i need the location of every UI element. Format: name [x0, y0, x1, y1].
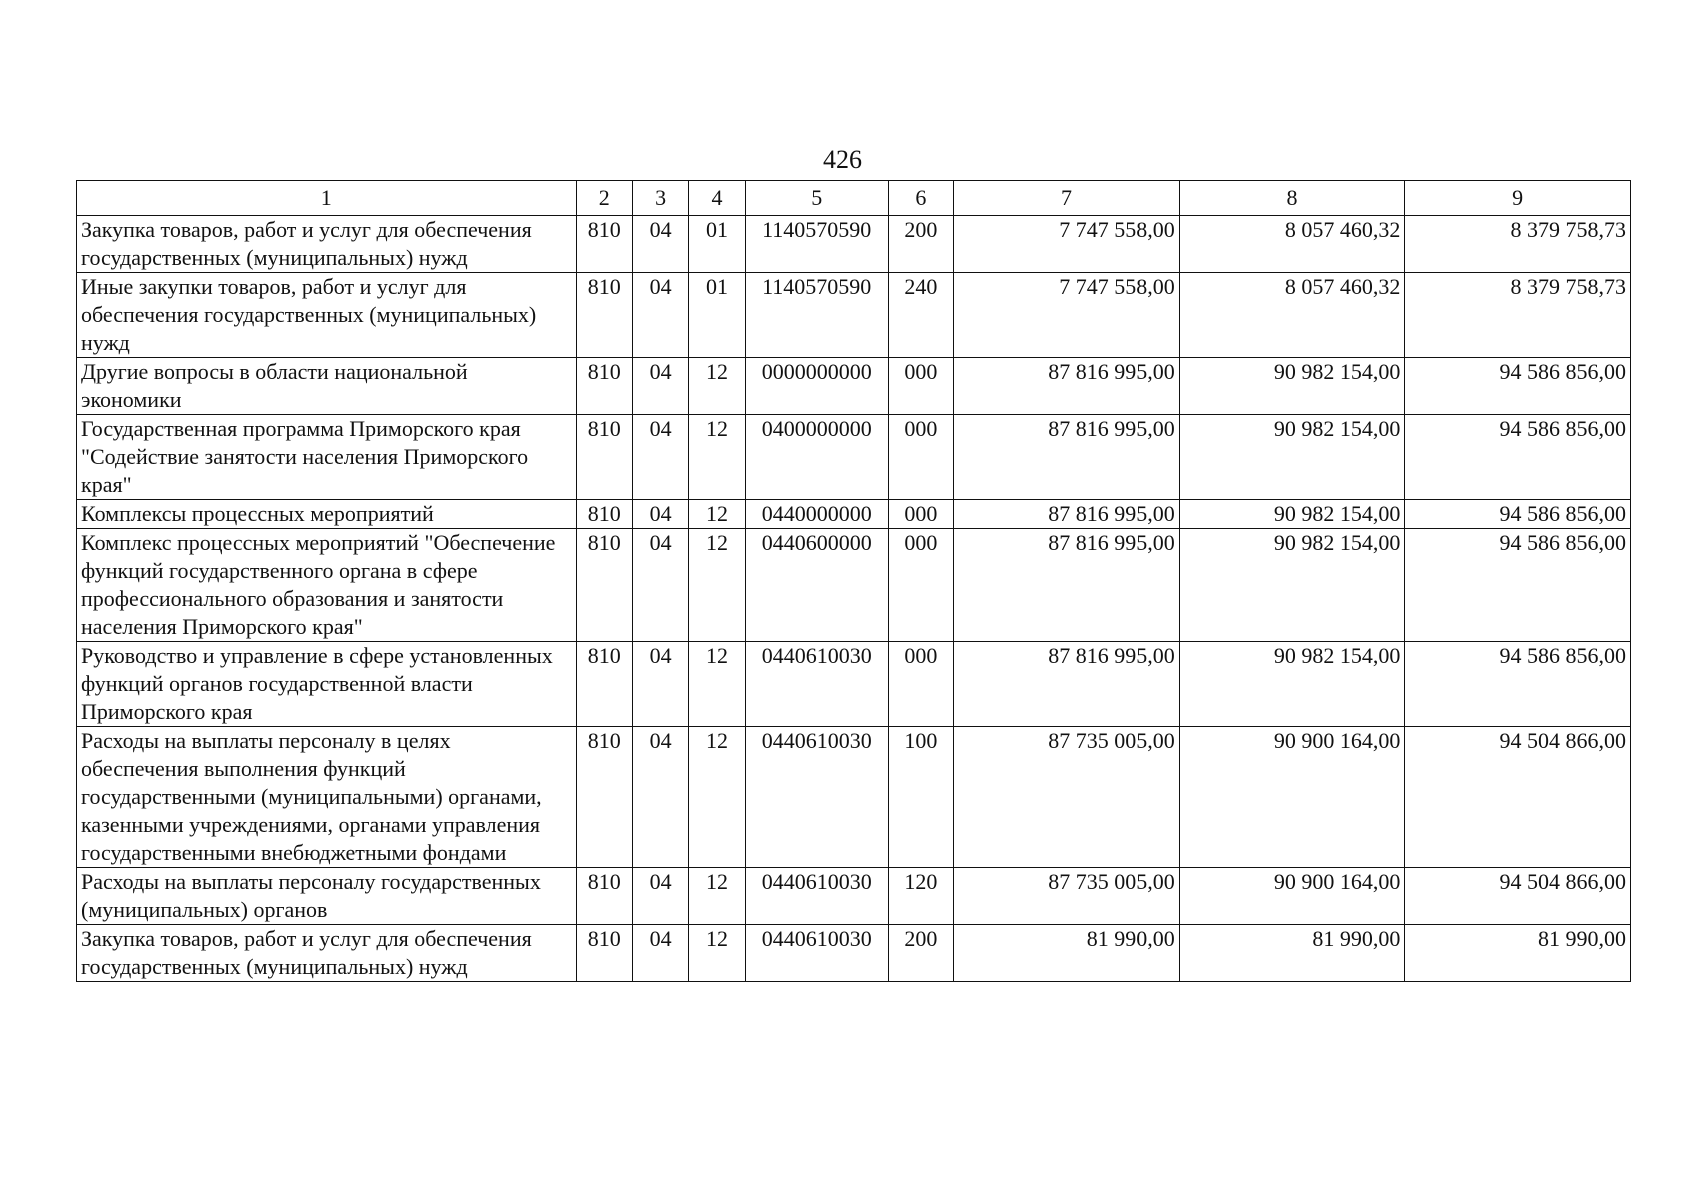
- section-code: 04: [632, 216, 688, 273]
- column-header: 3: [632, 181, 688, 216]
- subsection-code: 12: [689, 868, 745, 925]
- section-code: 04: [632, 415, 688, 500]
- ministry-code: 810: [576, 358, 632, 415]
- section-code: 04: [632, 273, 688, 358]
- ministry-code: 810: [576, 925, 632, 982]
- amount-col9: 94 586 856,00: [1405, 642, 1631, 727]
- target-article-code: 0440610030: [745, 925, 888, 982]
- page-number: 426: [823, 145, 862, 174]
- subsection-code: 12: [689, 358, 745, 415]
- expense-name: Другие вопросы в области национальной экономики: [77, 358, 577, 415]
- section-code: 04: [632, 925, 688, 982]
- section-code: 04: [632, 529, 688, 642]
- subsection-code: 12: [689, 727, 745, 868]
- amount-col9: 94 504 866,00: [1405, 727, 1631, 868]
- target-article-code: 0440610030: [745, 727, 888, 868]
- expense-name: Государственная программа Приморского края "Содействие занятости населения Приморского края": [77, 415, 577, 500]
- column-header: 4: [689, 181, 745, 216]
- target-article-code: 0000000000: [745, 358, 888, 415]
- ministry-code: 810: [576, 500, 632, 529]
- amount-col9: 94 504 866,00: [1405, 868, 1631, 925]
- table-row: [77, 868, 1631, 925]
- target-article-code: 0400000000: [745, 415, 888, 500]
- amount-col7: 87 816 995,00: [954, 500, 1180, 529]
- amount-col9: 94 586 856,00: [1405, 529, 1631, 642]
- amount-col7: 87 816 995,00: [954, 529, 1180, 642]
- table-row: [77, 273, 1631, 358]
- expense-name: Иные закупки товаров, работ и услуг для обеспечения государственных (муниципальных) нужд: [77, 273, 577, 358]
- ministry-code: 810: [576, 727, 632, 868]
- section-code: 04: [632, 868, 688, 925]
- column-header: 6: [888, 181, 953, 216]
- ministry-code: 810: [576, 868, 632, 925]
- amount-col7: 87 816 995,00: [954, 415, 1180, 500]
- column-header: 9: [1405, 181, 1631, 216]
- table-row: [77, 727, 1631, 868]
- target-article-code: 1140570590: [745, 216, 888, 273]
- target-article-code: 0440610030: [745, 868, 888, 925]
- ministry-code: 810: [576, 273, 632, 358]
- ministry-code: 810: [576, 415, 632, 500]
- amount-col9: 8 379 758,73: [1405, 216, 1631, 273]
- amount-col8: 90 982 154,00: [1179, 415, 1405, 500]
- expense-type-code: 200: [888, 925, 953, 982]
- column-header: 2: [576, 181, 632, 216]
- subsection-code: 01: [689, 273, 745, 358]
- column-header: 7: [954, 181, 1180, 216]
- amount-col8: 81 990,00: [1179, 925, 1405, 982]
- expense-name: Комплексы процессных мероприятий: [77, 500, 577, 529]
- amount-col8: 8 057 460,32: [1179, 216, 1405, 273]
- amount-col8: 90 982 154,00: [1179, 358, 1405, 415]
- amount-col9: 81 990,00: [1405, 925, 1631, 982]
- expense-name: Расходы на выплаты персоналу в целях обеспечения выполнения функций государственными (муниципальными) органами, казенными учреждениями, органами управления государственными внебюджетными фондами: [77, 727, 577, 868]
- expense-type-code: 000: [888, 642, 953, 727]
- amount-col7: 87 735 005,00: [954, 868, 1180, 925]
- amount-col8: 8 057 460,32: [1179, 273, 1405, 358]
- column-number-row: [77, 181, 1631, 216]
- ministry-code: 810: [576, 529, 632, 642]
- expense-type-code: 200: [888, 216, 953, 273]
- target-article-code: 0440000000: [745, 500, 888, 529]
- amount-col9: 94 586 856,00: [1405, 500, 1631, 529]
- expense-type-code: 000: [888, 415, 953, 500]
- amount-col8: 90 900 164,00: [1179, 868, 1405, 925]
- expense-type-code: 000: [888, 500, 953, 529]
- subsection-code: 12: [689, 642, 745, 727]
- subsection-code: 12: [689, 415, 745, 500]
- section-code: 04: [632, 358, 688, 415]
- amount-col7: 7 747 558,00: [954, 216, 1180, 273]
- section-code: 04: [632, 727, 688, 868]
- amount-col8: 90 982 154,00: [1179, 500, 1405, 529]
- table-row: [77, 529, 1631, 642]
- amount-col9: 94 586 856,00: [1405, 415, 1631, 500]
- column-header: 1: [77, 181, 577, 216]
- expense-name: Комплекс процессных мероприятий "Обеспечение функций государственного органа в сфере профессионального образования и занятости населения Приморского края": [77, 529, 577, 642]
- table-row: [77, 216, 1631, 273]
- subsection-code: 12: [689, 500, 745, 529]
- target-article-code: 0440610030: [745, 642, 888, 727]
- amount-col7: 87 735 005,00: [954, 727, 1180, 868]
- amount-col8: 90 982 154,00: [1179, 529, 1405, 642]
- expense-type-code: 120: [888, 868, 953, 925]
- subsection-code: 12: [689, 529, 745, 642]
- amount-col8: 90 900 164,00: [1179, 727, 1405, 868]
- amount-col9: 8 379 758,73: [1405, 273, 1631, 358]
- ministry-code: 810: [576, 216, 632, 273]
- section-code: 04: [632, 642, 688, 727]
- expense-name: Закупка товаров, работ и услуг для обеспечения государственных (муниципальных) нужд: [77, 216, 577, 273]
- table-row: [77, 415, 1631, 500]
- expense-name: Расходы на выплаты персоналу государственных (муниципальных) органов: [77, 868, 577, 925]
- amount-col7: 87 816 995,00: [954, 642, 1180, 727]
- amount-col7: 7 747 558,00: [954, 273, 1180, 358]
- section-code: 04: [632, 500, 688, 529]
- table-row: [77, 500, 1631, 529]
- table-row: [77, 642, 1631, 727]
- expense-type-code: 240: [888, 273, 953, 358]
- amount-col7: 87 816 995,00: [954, 358, 1180, 415]
- expense-type-code: 100: [888, 727, 953, 868]
- table-row: [77, 925, 1631, 982]
- column-header: 5: [745, 181, 888, 216]
- target-article-code: 1140570590: [745, 273, 888, 358]
- amount-col9: 94 586 856,00: [1405, 358, 1631, 415]
- budget-table: [76, 180, 1631, 982]
- expense-type-code: 000: [888, 358, 953, 415]
- expense-type-code: 000: [888, 529, 953, 642]
- expense-name: Руководство и управление в сфере установленных функций органов государственной власти Приморского края: [77, 642, 577, 727]
- expense-name: Закупка товаров, работ и услуг для обеспечения государственных (муниципальных) нужд: [77, 925, 577, 982]
- target-article-code: 0440600000: [745, 529, 888, 642]
- subsection-code: 12: [689, 925, 745, 982]
- amount-col8: 90 982 154,00: [1179, 642, 1405, 727]
- amount-col7: 81 990,00: [954, 925, 1180, 982]
- subsection-code: 01: [689, 216, 745, 273]
- ministry-code: 810: [576, 642, 632, 727]
- table-row: [77, 358, 1631, 415]
- column-header: 8: [1179, 181, 1405, 216]
